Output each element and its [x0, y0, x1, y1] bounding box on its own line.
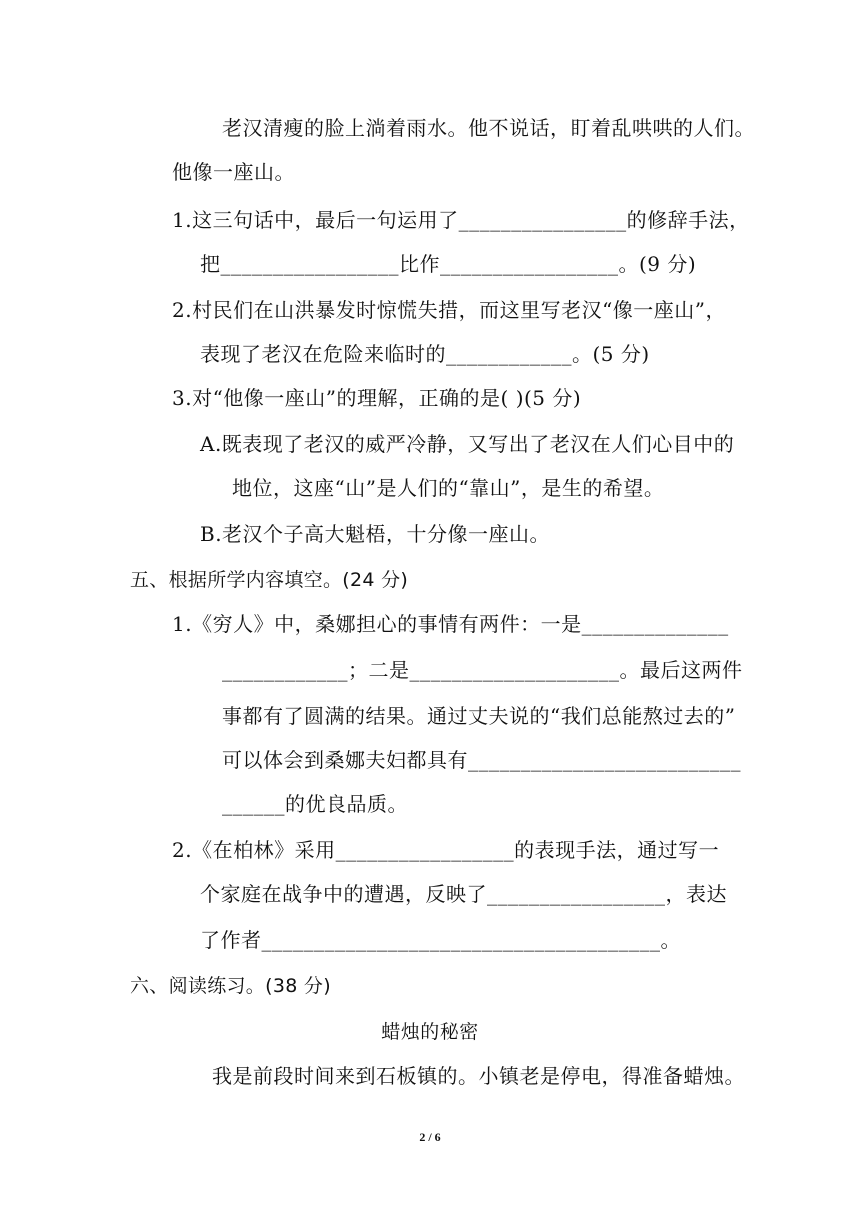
question-text: 1.《穷人》中，桑娜担心的事情有两件：一是______________: [172, 612, 729, 636]
article-paragraph: 我是前段时间来到石板镇的。小镇老是停电，得准备蜡烛。: [212, 1064, 745, 1088]
question-text: 个家庭在战争中的遭遇，反映了_________________，表达: [200, 882, 727, 906]
question-text: 了作者______________________________________。: [200, 928, 681, 952]
option-text: B.老汉个子高大魁梧，十分像一座山。: [200, 522, 551, 546]
question-text: 1.这三句话中，最后一句运用了________________的修辞手法，: [172, 208, 750, 232]
question-text: 事都有了圆满的结果。通过丈夫说的“我们总能熬过去的”: [222, 704, 736, 728]
option-text: A.既表现了老汉的威严冷静，又写出了老汉在人们心目中的: [200, 432, 735, 456]
passage-line: 老汉清瘦的脸上淌着雨水。他不说话，盯着乱哄哄的人们。: [222, 116, 755, 140]
question-text: 2.《在柏林》采用_________________的表现手法，通过写一: [172, 838, 720, 862]
question-text: ____________；二是____________________。最后这两件: [222, 658, 743, 682]
question-text: ______的优良品质。: [222, 792, 408, 816]
section-heading: 五、根据所学内容填空。(24 分): [130, 569, 409, 591]
page-number: 2 / 6: [419, 1130, 441, 1144]
question-text: 可以体会到桑娜夫妇都具有__________________________: [222, 748, 741, 772]
question-text: 2.村民们在山洪暴发时惊慌失措，而这里写老汉“像一座山”，: [172, 298, 727, 322]
section-heading: 六、阅读练习。(38 分): [130, 975, 331, 997]
option-text: 地位，这座“山”是人们的“靠山”，是生的希望。: [232, 476, 665, 500]
question-text: 表现了老汉在危险来临时的____________。(5 分): [200, 342, 650, 366]
question-text: 把_________________比作_________________。(9 分): [200, 252, 697, 276]
question-text: 3.对“他像一座山”的理解，正确的是( )(5 分): [172, 386, 582, 410]
passage-line: 他像一座山。: [172, 160, 295, 184]
article-title: 蜡烛的秘密: [381, 1021, 479, 1043]
